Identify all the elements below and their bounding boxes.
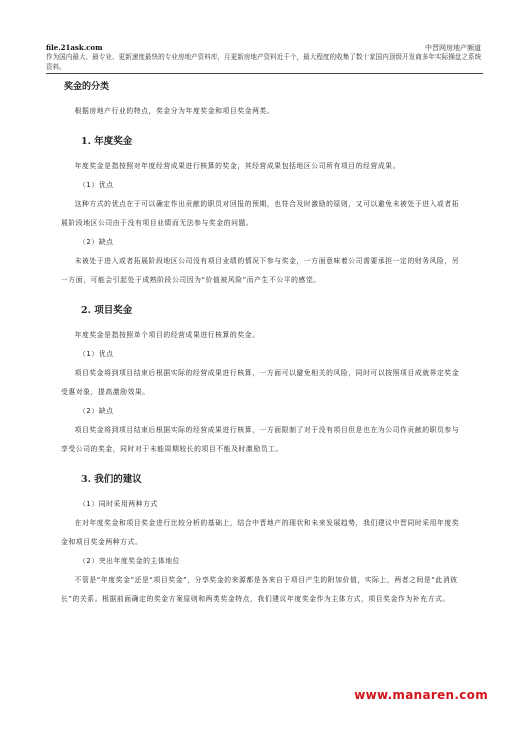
header-channel-name: 中晋网房地产频道 <box>425 44 481 52</box>
footer-website-link[interactable]: www.manaren.com <box>354 688 488 702</box>
recommendation-1-label: （1）同时采用两种方式 <box>79 500 158 508</box>
project-disadvantages-text: 项目奖金将到项目结束后根据实际的经营成果进行核算，一方面限制了对于没有项目但是也在为公司作贡献的职员参与享受公司的奖金，同时对于未能周期较长的项目不能及时激励员工。 <box>61 426 460 453</box>
annual-disadvantages-text: 未被处于进入或者拓展阶段地区公司没有项目业绩的情况下参与奖金，一方面意味着公司需要承担一定的财务风险，另一方面，可能会引起处于成熟阶段公司因为“价值被风险”而产生不公平的感觉。 <box>61 257 460 284</box>
section-annual-bonus-heading: 1. 年度奖金 <box>81 136 133 147</box>
document-title: 奖金的分类 <box>64 82 110 92</box>
project-advantages-label: （1）优点 <box>79 350 114 358</box>
header-description: 作为国内最大、最专业、更新速度最快的专业房地产资料库，月更新房地产资料近千个，最大程度的收集了数十家国内顶级开发商多年实际操盘之系统资料。 <box>46 53 482 71</box>
annual-bonus-definition: 年度奖金是指按照对年度经营成果进行核算的奖金，其经营成果包括地区公司所有项目的经营成果。 <box>74 162 401 170</box>
recommendation-1-text: 在对年度奖金和项目奖金进行比较分析的基础上，结合中晋地产的现状和未来发展趋势，我们建议中晋同时采用年度奖金和项目奖金两种方式。 <box>61 519 460 546</box>
document-body <box>61 79 461 609</box>
recommendation-2-label: （2）突出年度奖金的主体地位 <box>79 557 181 565</box>
section-recommendation-heading: 3. 我们的建议 <box>81 474 142 485</box>
annual-advantages-text: 这种方式的优点在于可以确定作出贡献的职员对回报的预期，也符合及时激励的原则，又可以避免未被处于进入或者拓展阶段地区公司由于没有项目业绩而无法参与奖金的问题。 <box>61 200 460 227</box>
section-project-bonus-heading: 2. 项目奖金 <box>81 305 133 316</box>
recommendation-2-text: 不管是“年度奖金”还是“项目奖金”，分享奖金的来源都是各来自于项目产生的附加价值，实际上，两者之间是“此消彼长”的关系。根据前面确定的奖金方案原则和两类奖金特点，我们建议年度奖金作为主体方式，项目奖金作为补充方式。 <box>61 576 458 603</box>
annual-disadvantages-label: （2）缺点 <box>79 238 114 246</box>
project-advantages-text: 项目奖金将到项目结束后根据实际的经营成果进行核算，一方面可以避免相关的风险，同时可以按照项目成就界定奖金受惠对象，提高激励效果。 <box>61 369 460 396</box>
header-divider <box>46 73 483 74</box>
header-site-name: file.21ask.com <box>46 43 103 52</box>
annual-advantages-label: （1）优点 <box>79 181 114 189</box>
intro-paragraph: 根据房地产行业的特点，奖金分为年度奖金和项目奖金两类。 <box>74 107 275 115</box>
project-disadvantages-label: （2）缺点 <box>79 407 114 415</box>
project-bonus-definition: 年度奖金是指按照单个项目的经营成果进行核算的奖金。 <box>74 331 260 339</box>
